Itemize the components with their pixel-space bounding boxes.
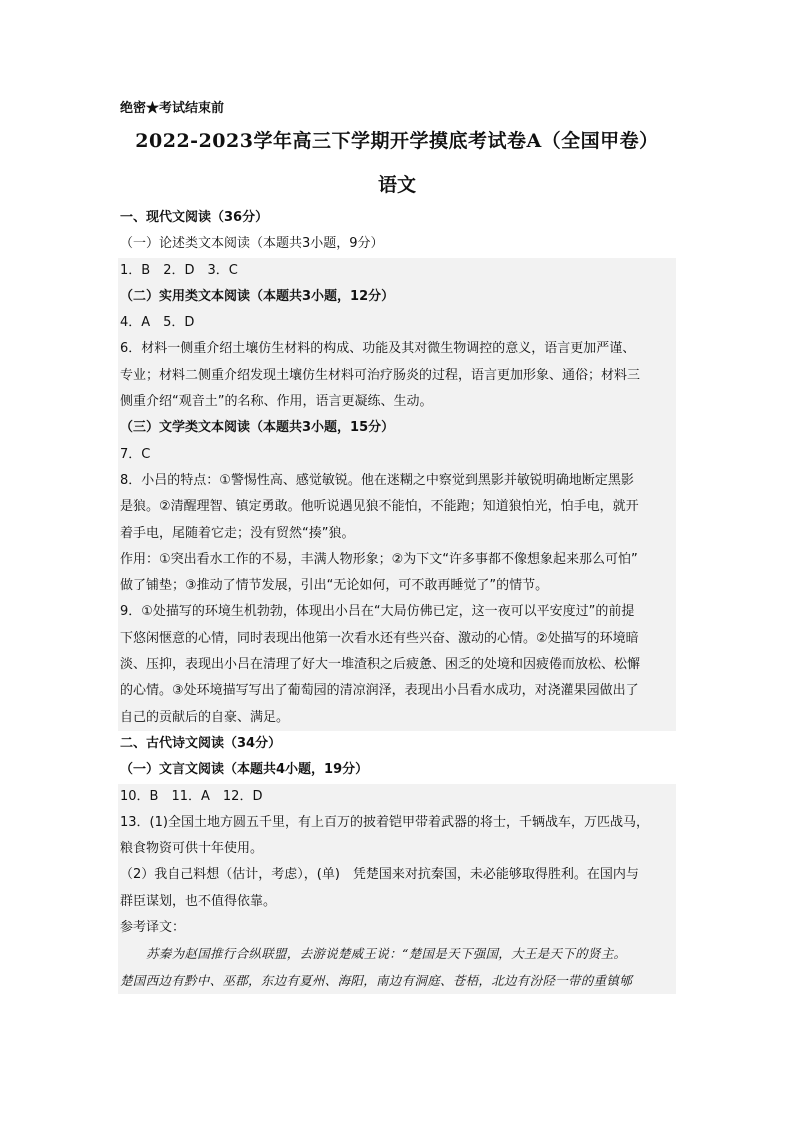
subsection-heading-practical: （二）实用类文本阅读（本题共3小题，12分） bbox=[118, 284, 676, 310]
translation-line: 楚国西边有黔中、巫郡，东边有夏州、海阳，南边有洞庭、苍梧，北边有汾陉一带的重镇郇 bbox=[118, 968, 676, 994]
subsection-heading-classical-prose: （一）文言文阅读（本题共4小题，19分） bbox=[120, 762, 369, 778]
answer-line: 自己的贡献后的自豪、满足。 bbox=[118, 705, 676, 731]
subsection-heading-argumentative: （一）论述类文本阅读（本题共3小题，9分） bbox=[120, 236, 384, 252]
answer-line: 7．C bbox=[118, 442, 676, 468]
answer-line: 13．(1)全国土地方圆五千里，有上百万的披着铠甲带着武器的将士，千辆战车，万匹战马， bbox=[118, 810, 676, 836]
answer-line: 专业；材料二侧重介绍发现土壤仿生材料可治疗肠炎的过程，语言更加形象、通俗；材料三 bbox=[118, 363, 676, 389]
answer-line: 粮食物资可供十年使用。 bbox=[118, 836, 676, 862]
section-heading-modern-reading: 一、现代文阅读（36分） bbox=[120, 210, 269, 225]
answer-line: 9．①处描写的环境生机勃勃，体现出小吕在“大局仿佛已定，这一夜可以平安度过”的前提 bbox=[118, 599, 676, 625]
section-heading-classical-reading: 二、古代诗文阅读（34分） bbox=[120, 735, 282, 751]
page-title: 2022-2023学年高三下学期开学摸底考试卷A（全国甲卷） bbox=[135, 130, 659, 152]
answer-line: 8．小吕的特点：①警惕性高、感觉敏锐。他在迷糊之中察觉到黑影并敏锐明确地断定黑影 bbox=[118, 468, 676, 494]
answer-line: 群臣谋划，也不值得依靠。 bbox=[118, 889, 676, 915]
translation-line: 苏秦为赵国推行合纵联盟，去游说楚威王说：“楚国是天下强国，大王是天下的贤主。 bbox=[118, 941, 676, 967]
answer-content bbox=[118, 205, 676, 994]
answer-line: 淡、压抑，表现出小吕在清理了好大一堆渣积之后疲惫、困乏的处境和因疲倦而放松、松懈 bbox=[118, 652, 676, 678]
answer-line: 4．A 5．D bbox=[118, 310, 676, 336]
answer-line: 1．B 2．D 3．C bbox=[118, 258, 676, 284]
subsection-heading-literary: （三）文学类文本阅读（本题共3小题，15分） bbox=[118, 415, 676, 441]
answer-line: 的心情。③处环境描写写出了葡萄园的清凉润泽，表现出小吕看水成功，对浇灌果园做出了 bbox=[118, 678, 676, 704]
reference-translation-label: 参考译文： bbox=[118, 915, 676, 941]
answer-line: 侧重介绍“观音土”的名称、作用，语言更凝练、生动。 bbox=[118, 389, 676, 415]
answer-line: 作用：①突出看水工作的不易，丰满人物形象；②为下文“许多事都不像想象起来那么可怕” bbox=[118, 547, 676, 573]
answer-line: 是狼。②清醒理智、镇定勇敢。他听说遇见狼不能怕，不能跑；知道狼怕光，怕手电，就开 bbox=[118, 494, 676, 520]
answer-line: 着手电，尾随着它走；没有贸然“揍”狼。 bbox=[118, 521, 676, 547]
confidential-label: 绝密★考试结束前 bbox=[120, 101, 225, 116]
subject-title: 语文 bbox=[377, 174, 416, 196]
answer-line: 下悠闲惬意的心情，同时表现出他第一次看水还有些兴奋、激动的心情。②处描写的环境暗 bbox=[118, 626, 676, 652]
answer-line: 做了铺垫；③推动了情节发展，引出“无论如何，可不敢再睡觉了”的情节。 bbox=[118, 573, 676, 599]
answer-line: （2）我自己料想（估计，考虑），(单) 凭楚国来对抗秦国，未必能够取得胜利。在国内与 bbox=[118, 862, 676, 888]
answer-line: 6．材料一侧重介绍土壤仿生材料的构成、功能及其对微生物调控的意义，语言更加严谨、 bbox=[118, 336, 676, 362]
answer-line: 10．B 11．A 12．D bbox=[118, 784, 676, 810]
